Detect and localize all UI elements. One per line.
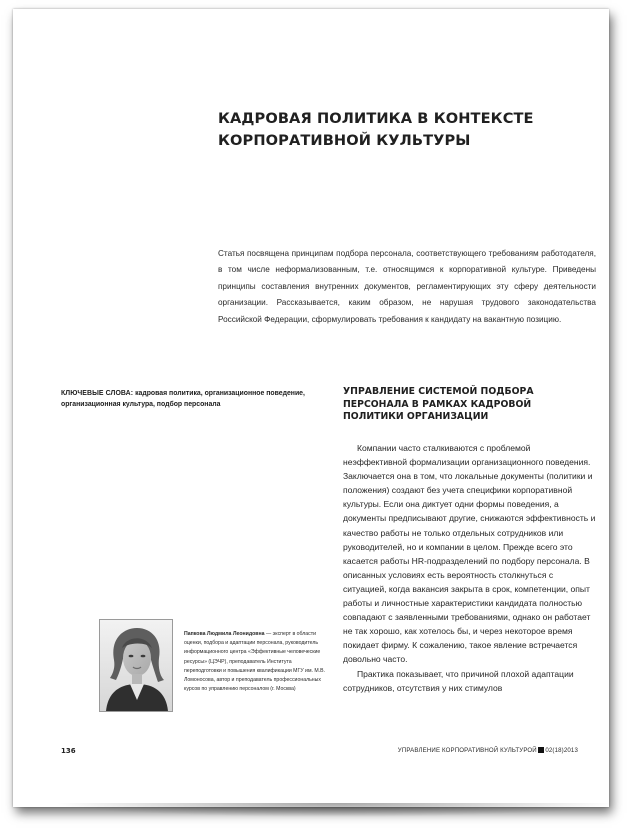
journal-page — [13, 9, 609, 807]
footer-journal — [398, 747, 578, 754]
keywords-block — [61, 388, 329, 410]
author-bio — [184, 630, 328, 694]
square-icon — [538, 747, 544, 753]
article-title — [218, 108, 548, 152]
keywords-label: КЛЮЧЕВЫЕ СЛОВА: — [61, 390, 134, 397]
portrait-image — [100, 620, 172, 711]
body-paragraph-2: Практика показывает, что причиной плохой адаптации сотрудников, отсутствия у них стимулов — [343, 668, 574, 693]
section-heading-line-3: ПОЛИТИКИ ОРГАНИЗАЦИИ — [343, 411, 489, 423]
body-paragraph-1: Компании часто сталкиваются с проблемой неэффективной формализации организационного поведения. Заключается она в том, что локальные документы (политики и положения) создают без учета специфики корпоративной культуры. Если она диктует одни формы поведения, а документы предписывают другие, снижаются эффективность и качество работы не только отдельных сотрудников или руководителей, но и компании в целом. Прежде всего это касается работы HR-подразделений по подбору персонала. В описанных условиях есть вероятность столкнуться с ситуацией, когда вакансия закрыта в срок, компетенции, опыт работы и личностные характеристики кандидата полностью совпадают с заявленными требованиями, однако он работает не так хорошо, как хотелось бы, и через некоторое время покидает фирму. К сожалению, такое явление встречается довольно часто. — [343, 443, 596, 665]
section-heading-line-1: УПРАВЛЕНИЕ СИСТЕМОЙ ПОДБОРА — [343, 386, 534, 397]
page-number: 136 — [61, 747, 76, 755]
keywords-text: кадровая политика, организационное поведение, организационная культура, подбор персонала — [61, 390, 305, 408]
journal-issue: 02(18)2013 — [545, 747, 578, 754]
article-title-line-2: КОРПОРАТИВНОЙ КУЛЬТУРЫ — [218, 132, 471, 149]
section-heading-line-2: ПЕРСОНАЛА В РАМКАХ КАДРОВОЙ — [343, 398, 532, 410]
article-title-line-1: КАДРОВАЯ ПОЛИТИКА В КОНТЕКСТЕ — [218, 110, 534, 127]
section-heading — [343, 386, 593, 424]
article-abstract: Статья посвящена принципам подбора персонала, соответствующего требованиям работодателя, в том числе неформализованным, т.е. относящимся к корпоративной культуре. Приведены принципы составления внутренних документов, регламентирующих эту сферу деятельности организации. Рассказывается, каким образом, не нарушая трудового законодательства Российской Федерации, сформулировать требования к кандидату на вакантную позицию. — [218, 249, 596, 324]
author-photo — [99, 619, 173, 712]
journal-name: УПРАВЛЕНИЕ КОРПОРАТИВНОЙ КУЛЬТУРОЙ — [397, 747, 537, 754]
author-description: — эксперт в области оценки, подбора и адаптации персонала, руководитель информационного центра «Эффективные человеческие ресурсы» (ЦЭЧР), преподаватель Института переподготовки и повышения квалификации МГУ им. М.В. Ломоносова, автор и преподаватель профессиональных курсов по управлению персоналом (г. Москва) — [184, 631, 326, 693]
author-name: Папкова Людмила Леонидовна — [184, 631, 265, 637]
section-body — [343, 441, 596, 695]
